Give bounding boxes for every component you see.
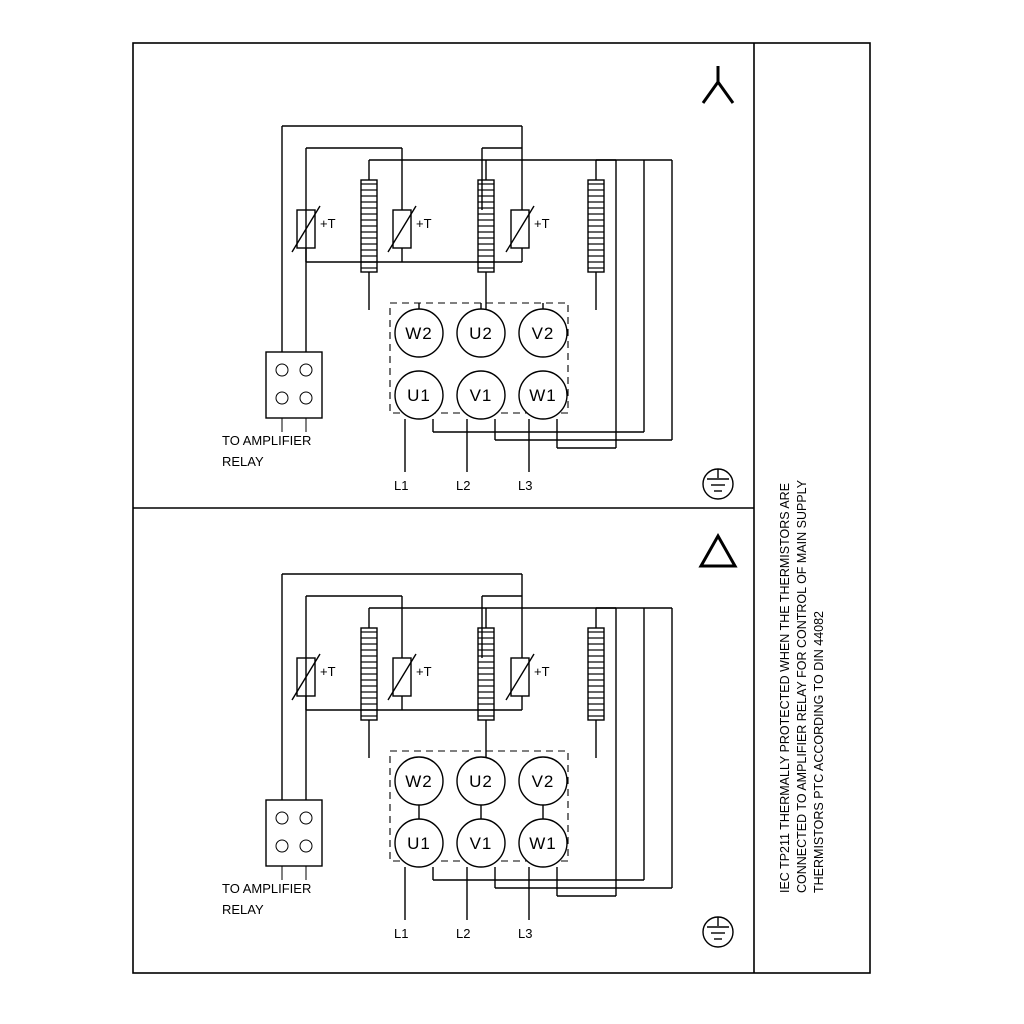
thermistor-5-label: +T xyxy=(416,664,432,679)
panel-star xyxy=(222,66,733,499)
wye-connection-icon xyxy=(703,66,733,103)
terminal-w1-2-label: W1 xyxy=(529,834,557,853)
winding-w xyxy=(361,160,377,310)
terminal-v2-2 xyxy=(519,757,567,805)
amplifier-label-2-line-1: TO AMPLIFIER xyxy=(222,881,312,896)
terminal-u1-label: U1 xyxy=(407,386,431,405)
terminal-u1-2-label: U1 xyxy=(407,834,431,853)
terminal-w1-2 xyxy=(519,819,567,867)
thermistor-4 xyxy=(292,654,336,710)
delta-bridges xyxy=(419,805,543,819)
supply-label-2-l2: L2 xyxy=(456,926,471,941)
thermistor-3-label: +T xyxy=(534,216,550,231)
terminal-v2 xyxy=(519,309,567,357)
supply-label-l2: L2 xyxy=(456,478,471,493)
terminal-v2-label: V2 xyxy=(531,324,555,343)
thermistor-6 xyxy=(506,654,550,710)
terminal-v1-2-label: V1 xyxy=(469,834,493,853)
terminal-v2-2-label: V2 xyxy=(531,772,555,791)
terminal-v1-2 xyxy=(457,819,505,867)
amplifier-label-line-2: RELAY xyxy=(222,454,264,469)
terminal-u1-2 xyxy=(395,819,443,867)
terminal-u2 xyxy=(457,309,505,357)
side-note-line-3: THERMISTORS PTC ACCORDING TO DIN 44082 xyxy=(812,610,826,893)
terminal-u2-2-label: U2 xyxy=(469,772,493,791)
thermistor-3 xyxy=(506,206,550,262)
supply-label-l3: L3 xyxy=(518,478,533,493)
earth-ground-icon xyxy=(703,469,733,499)
terminal-u2-label: U2 xyxy=(469,324,493,343)
thermistor-1 xyxy=(292,206,336,262)
amplifier-terminal-block-2 xyxy=(266,800,322,880)
panel-delta xyxy=(222,536,735,947)
terminal-v1-label: V1 xyxy=(469,386,493,405)
thermistor-6-label: +T xyxy=(534,664,550,679)
supply-label-2-l1: L1 xyxy=(394,926,409,941)
supply-label-2-l3: L3 xyxy=(518,926,533,941)
thermistor-2-label: +T xyxy=(416,216,432,231)
side-note-line-2: CONNECTED TO AMPLIFIER RELAY FOR CONTROL OF MAIN SUPPLY xyxy=(795,479,809,893)
thermistor-2 xyxy=(388,206,432,262)
star-point-bridge xyxy=(419,303,543,309)
terminal-w2 xyxy=(395,309,443,357)
amplifier-terminal-block xyxy=(266,352,322,432)
earth-ground-icon-2 xyxy=(703,917,733,947)
terminal-w1 xyxy=(519,371,567,419)
terminal-w2-2 xyxy=(395,757,443,805)
winding-u xyxy=(478,160,494,310)
terminal-w2-2-label: W2 xyxy=(405,772,433,791)
winding-v xyxy=(588,160,604,310)
winding-v-2 xyxy=(588,608,604,758)
thermistor-5 xyxy=(388,654,432,710)
side-note-line-1: IEC TP211 THERMALLY PROTECTED WHEN THE THERMISTORS ARE xyxy=(778,482,792,893)
terminal-u1 xyxy=(395,371,443,419)
supply-label-l1: L1 xyxy=(394,478,409,493)
terminal-v1 xyxy=(457,371,505,419)
thermistor-1-label: +T xyxy=(320,216,336,231)
thermistor-4-label: +T xyxy=(320,664,336,679)
amplifier-label-2-line-2: RELAY xyxy=(222,902,264,917)
terminal-w2-label: W2 xyxy=(405,324,433,343)
terminal-w1-label: W1 xyxy=(529,386,557,405)
delta-connection-icon xyxy=(701,536,735,566)
amplifier-label-line-1: TO AMPLIFIER xyxy=(222,433,312,448)
winding-w-2 xyxy=(361,608,377,758)
terminal-u2-2 xyxy=(457,757,505,805)
winding-u-2 xyxy=(478,608,494,758)
side-note xyxy=(778,479,826,893)
